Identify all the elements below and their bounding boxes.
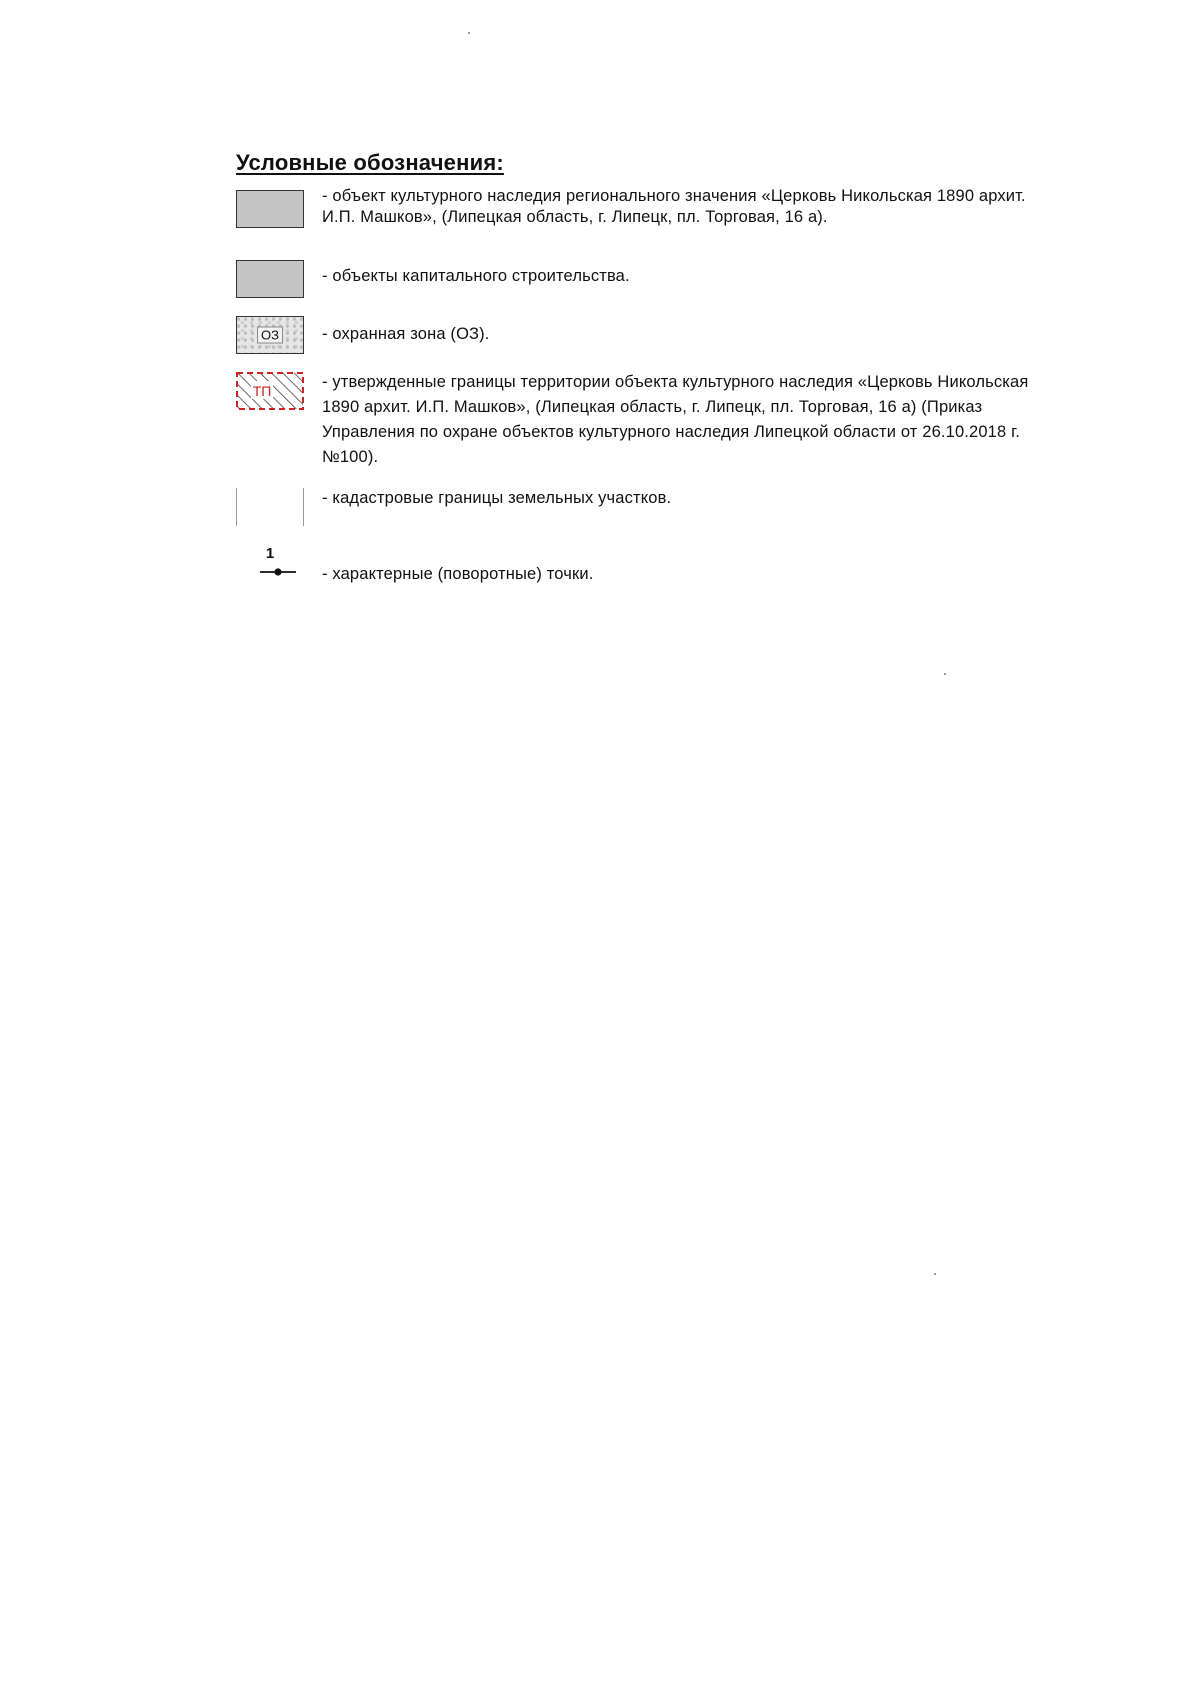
legend-item-territory-boundaries xyxy=(236,372,1062,470)
protection-zone-symbol xyxy=(236,316,304,354)
legend-item-heritage-object xyxy=(236,187,1062,228)
legend-item-text: - кадастровые границы земельных участков. xyxy=(322,489,672,507)
heritage-object-symbol xyxy=(236,190,304,228)
turning-point-icon xyxy=(260,566,296,578)
legend-item-protection-zone xyxy=(236,316,1062,354)
turning-point-symbol xyxy=(236,546,304,590)
scan-speck xyxy=(468,32,470,34)
legend-title: Условные обозначения: xyxy=(236,150,504,175)
legend-item-capital-construction xyxy=(236,260,1062,298)
legend-item-text: - утвержденные границы территории объекта культурного наследия «Церковь Никольская 1890 архит. И.П. Машков», (Липецкая область, г. Липецк, пл. Торговая, 16 а) (Приказ Управления по охране объектов культурного наследия Липецкой области от 26.10.2018 г. №100). xyxy=(322,373,1029,466)
legend-item-turning-points xyxy=(236,546,1062,590)
scan-speck xyxy=(944,673,946,675)
hatch-pattern-icon xyxy=(236,372,304,410)
legend-item-cadastral-boundaries xyxy=(236,488,1062,526)
turning-point-number: 1 xyxy=(265,545,275,562)
territory-code: ТП xyxy=(252,383,272,399)
legend xyxy=(236,150,1066,583)
territory-hatch-symbol xyxy=(236,372,304,410)
legend-item-text: - характерные (поворотные) точки. xyxy=(322,565,594,583)
legend-item-text: - объект культурного наследия регионального значения «Церковь Никольская 1890 архит. И.П. Машков», (Липецкая область, г. Липецк, пл. Торговая, 16 а). xyxy=(322,187,1026,226)
scan-speck xyxy=(934,1273,936,1275)
cadastral-line-symbol xyxy=(236,488,304,526)
cadastral-line-right xyxy=(303,488,304,526)
protection-zone-code: ОЗ xyxy=(257,327,283,344)
cadastral-line-left xyxy=(236,488,237,526)
legend-item-text: - объекты капитального строительства. xyxy=(322,267,630,285)
capital-construction-symbol xyxy=(236,260,304,298)
legend-item-text: - охранная зона (ОЗ). xyxy=(322,325,490,343)
